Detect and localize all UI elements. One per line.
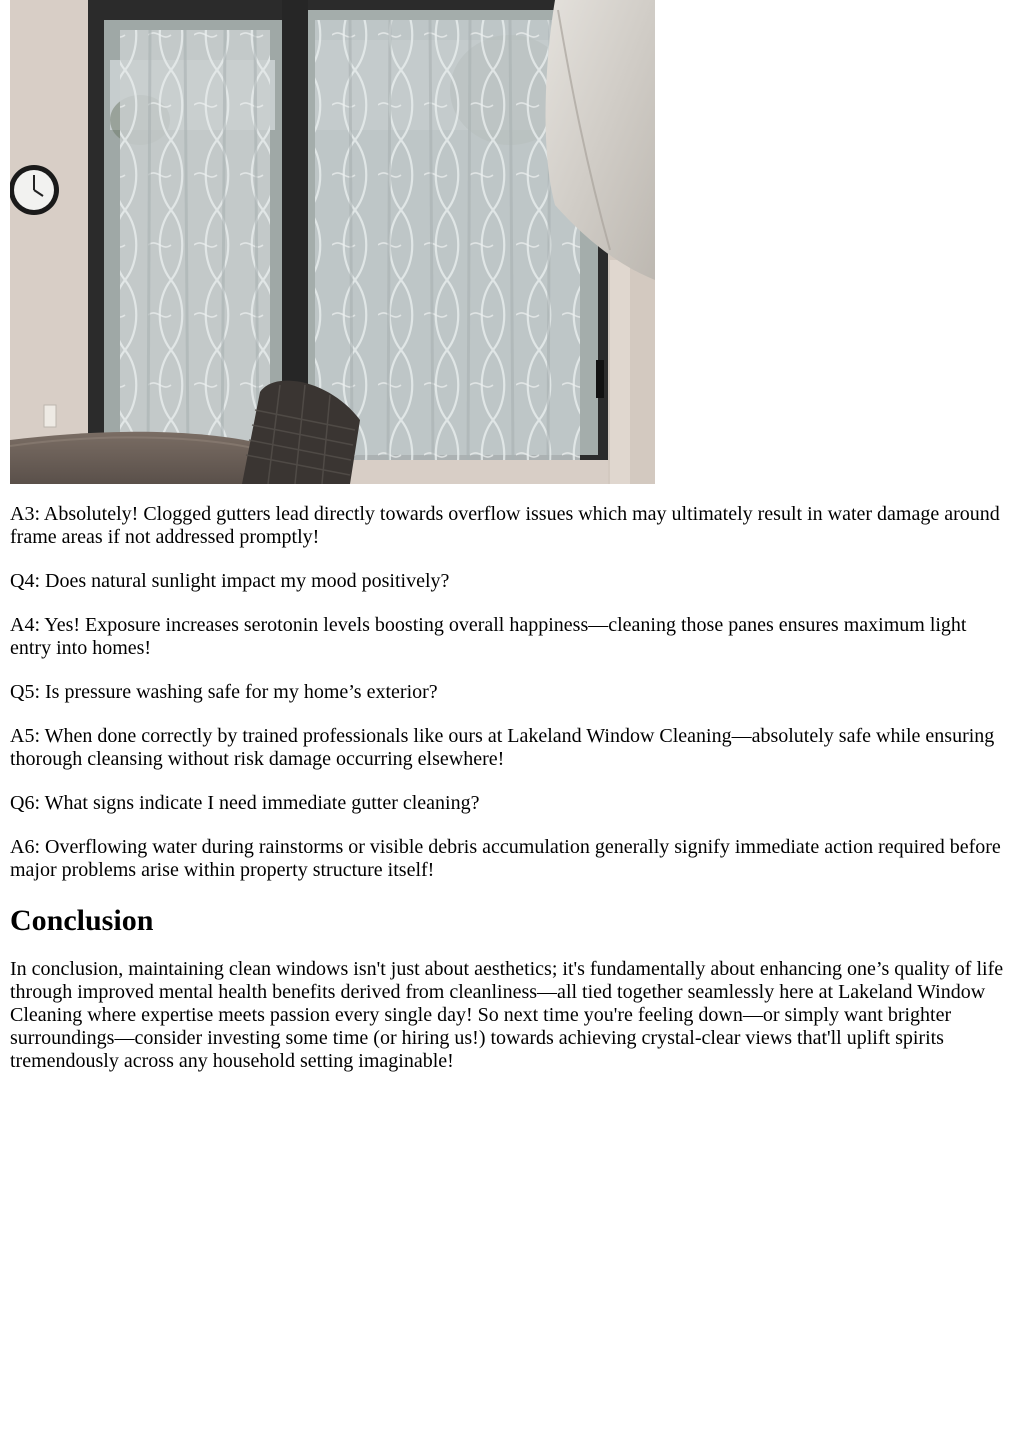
faq-question-q6: Q6: What signs indicate I need immediate gutter cleaning? [10, 792, 480, 814]
faq-answer-a3: A3: Absolutely! Clogged gutters lead directly towards overflow issues which may ultimately result in water damage around frame areas if not addressed promptly! [10, 503, 1000, 548]
wall-clock-icon [10, 165, 59, 215]
conclusion-heading: Conclusion [10, 904, 154, 937]
conclusion-paragraph: In conclusion, maintaining clean windows isn't just about aesthetics; it's fundamentally about enhancing one’s quality of life through improved mental health benefits derived from cleanliness—all tied together seamlessly here at Lakeland Window Cleaning where expertise meets passion every single day! So next time you're feeling down—or simply want brighter surroundings—consider investing some time (or hiring us!) towards achieving crystal-clear views that'll uplift spirits tremendously across any household setting imaginable! [10, 958, 1004, 1072]
window-curtains-photo [10, 0, 655, 484]
faq-question-q5: Q5: Is pressure washing safe for my home’s exterior? [10, 681, 438, 703]
faq-question-q4: Q4: Does natural sunlight impact my mood positively? [10, 570, 450, 592]
faq-answer-a4: A4: Yes! Exposure increases serotonin levels boosting overall happiness—cleaning those panes ensures maximum light entry into homes! [10, 614, 967, 659]
faq-answer-a5: A5: When done correctly by trained professionals like ours at Lakeland Window Cleaning—absolutely safe while ensuring thorough cleansing without risk damage occurring elsewhere! [10, 725, 995, 770]
article-content [10, 503, 1010, 1094]
photo-illustration [10, 0, 655, 484]
faq-answer-a6: A6: Overflowing water during rainstorms or visible debris accumulation generally signify immediate action required before major problems arise within property structure itself! [10, 836, 1001, 881]
